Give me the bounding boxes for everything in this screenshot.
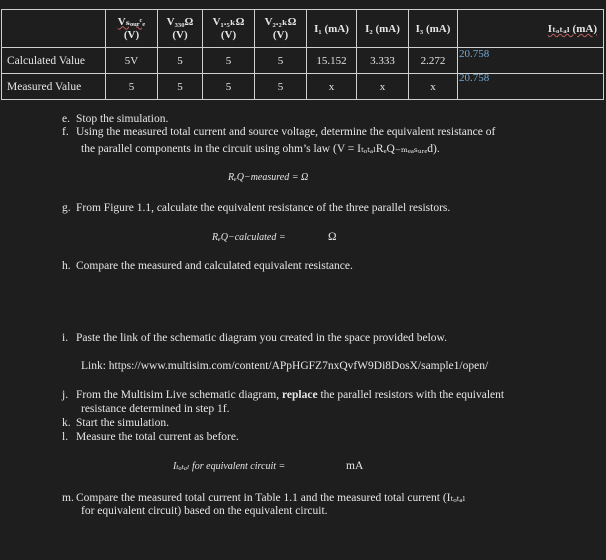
req-calculated-unit: Ω — [328, 231, 337, 243]
row-label-measured: Measured Value — [2, 74, 106, 100]
step-e: e. Stop the simulation. — [62, 113, 169, 125]
header-itotal: Iₜₒₜₐₗ (mA) — [458, 10, 604, 48]
step-j: j. From the Multisim Live schematic diagram, replace the parallel resistors with the equivalent — [62, 389, 505, 401]
step-m-line2: for equivalent circuit) based on the equivalent circuit. — [81, 505, 328, 517]
header-v330: V₃₃₀Ω (V) — [158, 10, 203, 48]
cell-vsource: 5V — [106, 48, 158, 74]
step-i: i. Paste the link of the schematic diagram you created in the space provided below. — [62, 332, 447, 344]
header-v15k: V₁.₅ₖΩ (V) — [203, 10, 255, 48]
cell-i3: x — [409, 74, 458, 100]
cell-v22k: 5 — [255, 74, 307, 100]
cell-vsource: 5 — [106, 74, 158, 100]
req-calculated-equation: RₑQ−calculated = — [212, 232, 286, 243]
header-vsource: Vₛₒᵤᵣᶜₑ (V) — [106, 10, 158, 48]
results-table — [1, 9, 604, 100]
step-j-line2: resistance determined in step 1f. — [81, 403, 230, 415]
table-header-row — [2, 10, 604, 48]
cell-v22k: 5 — [255, 48, 307, 74]
table-row-calculated — [2, 48, 604, 74]
header-i2: I₂ (mA) — [357, 10, 409, 48]
cell-i2: x — [357, 74, 409, 100]
cell-v330: 5 — [158, 48, 203, 74]
cell-v330: 5 — [158, 74, 203, 100]
cell-v15k: 5 — [203, 48, 255, 74]
itotal-equation: Iₜₒₜₐₗ for equivalent circuit = — [173, 461, 286, 472]
header-i3: I₃ (mA) — [409, 10, 458, 48]
cell-v15k: 5 — [203, 74, 255, 100]
step-f-line2: the parallel components in the circuit using ohm’s law (V = IₜₒₜₐₗRₑQ₋ₘₑₐₛᵤᵣₑd). — [81, 143, 440, 155]
step-f: f. Using the measured total current and source voltage, determine the equivalent resistance of — [62, 126, 496, 138]
step-m: m. Compare the measured total current in Table 1.1 and the measured total current (Iₜₒₜₐₗ — [62, 492, 466, 504]
header-v22k: V₂.₂ₖΩ (V) — [255, 10, 307, 48]
step-h: h. Compare the measured and calculated equivalent resistance. — [62, 260, 353, 272]
itotal-unit: mA — [346, 460, 364, 472]
table-row-measured — [2, 74, 604, 100]
cell-itotal: 20.758 — [458, 48, 604, 74]
cell-i3: 2.272 — [409, 48, 458, 74]
schematic-link[interactable]: Link: https://www.multisim.com/content/APpHGFZ7nxQvfW9Di8DosX/sample1/open/ — [81, 360, 489, 372]
header-i1: I₁ (mA) — [307, 10, 357, 48]
cell-itotal: 20.758 — [458, 74, 604, 100]
step-g: g. From Figure 1.1, calculate the equivalent resistance of the three parallel resistors. — [62, 202, 451, 214]
cell-i2: 3.333 — [357, 48, 409, 74]
cell-i1: x — [307, 74, 357, 100]
row-label-calculated: Calculated Value — [2, 48, 106, 74]
step-k: k. Start the simulation. — [62, 417, 169, 429]
step-l: l. Measure the total current as before. — [62, 431, 239, 443]
req-measured-equation: RₑQ−measured = Ω — [228, 172, 309, 183]
header-empty — [2, 10, 106, 48]
cell-i1: 15.152 — [307, 48, 357, 74]
